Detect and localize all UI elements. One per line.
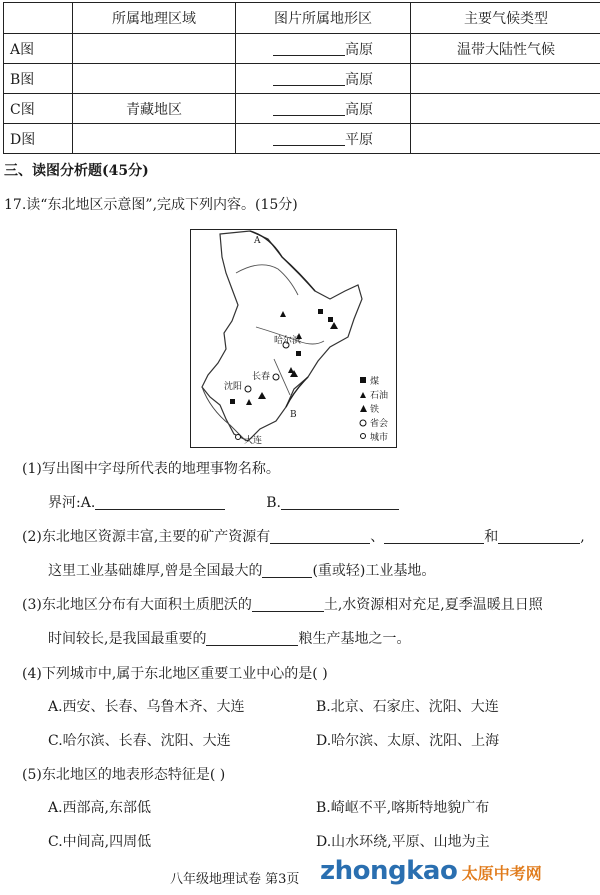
northeast-map bbox=[190, 229, 397, 448]
landform-cell bbox=[236, 94, 411, 124]
separator: , bbox=[580, 529, 585, 545]
climate-cell bbox=[411, 124, 600, 154]
option-c[interactable]: C.中间高,四周低 bbox=[48, 834, 152, 850]
answer-blank[interactable] bbox=[95, 494, 225, 510]
region-cell bbox=[73, 64, 236, 94]
q17-part2-line2 bbox=[48, 560, 435, 580]
boundary-a-label: 界河:A. bbox=[48, 495, 96, 511]
q17-part3-text: 土,水资源相对充足,夏季温暖且日照 bbox=[323, 597, 543, 613]
answer-blank[interactable] bbox=[252, 596, 324, 612]
option-b[interactable]: B.北京、石家庄、沈阳、大连 bbox=[316, 699, 499, 715]
coal-marker bbox=[230, 399, 235, 404]
answer-blank[interactable] bbox=[206, 630, 298, 646]
q17-part2-line1 bbox=[22, 526, 585, 546]
row-label: D图 bbox=[4, 124, 73, 154]
row-label: B图 bbox=[4, 64, 73, 94]
row-label: A图 bbox=[4, 34, 73, 64]
city-label: 大连 bbox=[244, 436, 263, 446]
q17-part2-text: (2)东北地区资源丰富,主要的矿产资源有 bbox=[22, 529, 271, 545]
boundary-b-label: B. bbox=[266, 495, 281, 511]
option-c[interactable]: C.哈尔滨、长春、沈阳、大连 bbox=[48, 733, 231, 749]
question-17-stem: 17.读“东北地区示意图”,完成下列内容。(15分) bbox=[4, 197, 298, 213]
q17-part3-text: 时间较长,是我国最重要的 bbox=[48, 631, 207, 647]
option-d[interactable]: D.哈尔滨、太原、沈阳、上海 bbox=[316, 733, 500, 749]
table-header bbox=[4, 3, 73, 34]
coal-marker bbox=[328, 317, 333, 322]
coal-marker bbox=[296, 351, 301, 356]
legend-capital-icon bbox=[360, 420, 366, 426]
table-header: 图片所属地形区 bbox=[236, 3, 411, 34]
option-a[interactable]: A.西部高,东部低 bbox=[48, 800, 152, 816]
option-d[interactable]: D.山水环绕,平原、山地为主 bbox=[316, 834, 490, 850]
climate-cell: 温带大陆性气候 bbox=[411, 34, 600, 64]
landform-suffix: 高原 bbox=[345, 71, 373, 88]
capital-marker bbox=[245, 386, 251, 392]
table-header: 主要气候类型 bbox=[411, 3, 600, 34]
table-row bbox=[4, 124, 600, 154]
answer-blank[interactable] bbox=[273, 101, 345, 116]
q17-part1-answers bbox=[48, 492, 399, 512]
site-watermark bbox=[320, 856, 542, 886]
table-row bbox=[4, 34, 600, 64]
label-b: B bbox=[290, 410, 297, 420]
brand-latin: zhongkao bbox=[320, 856, 458, 886]
section-title: 三、读图分析题(45分) bbox=[4, 163, 149, 179]
row-label: C图 bbox=[4, 94, 73, 124]
q17-part2-text: 这里工业基础雄厚,曾是全国最大的 bbox=[48, 563, 263, 579]
page-footer: 八年级地理试卷 第3页 bbox=[170, 872, 300, 887]
legend-label: 城市 bbox=[370, 433, 389, 443]
answer-blank[interactable] bbox=[273, 41, 345, 56]
separator: 和 bbox=[484, 529, 499, 545]
legend-label: 煤 bbox=[370, 377, 380, 387]
region-cell: 青藏地区 bbox=[73, 94, 236, 124]
q17-part3-line2 bbox=[48, 628, 410, 648]
answer-blank[interactable] bbox=[498, 528, 580, 544]
q17-part4: (4)下列城市中,属于东北地区重要工业中心的是( ) bbox=[22, 666, 328, 682]
option-b[interactable]: B.崎岖不平,喀斯特地貌广布 bbox=[316, 800, 490, 816]
q17-part5: (5)东北地区的地表形态特征是( ) bbox=[22, 767, 226, 783]
capital-marker bbox=[273, 374, 279, 380]
table-header-row bbox=[4, 3, 600, 34]
q17-part2-text: (重或轻)工业基地。 bbox=[312, 563, 436, 579]
landform-cell bbox=[236, 34, 411, 64]
q17-part1: (1)写出图中字母所代表的地理事物名称。 bbox=[22, 461, 280, 477]
legend-coal-icon bbox=[360, 377, 366, 383]
legend-label: 石油 bbox=[370, 391, 389, 401]
q17-part3-text: (3)东北地区分布有大面积土质肥沃的 bbox=[22, 597, 252, 613]
answer-blank[interactable] bbox=[273, 71, 345, 86]
table-row bbox=[4, 94, 600, 124]
label-a: A bbox=[254, 236, 261, 246]
coal-marker bbox=[318, 309, 323, 314]
city-label: 哈尔滨 bbox=[274, 336, 302, 346]
landform-suffix: 高原 bbox=[345, 41, 373, 58]
table-row bbox=[4, 64, 600, 94]
table-header: 所属地理区域 bbox=[73, 3, 236, 34]
legend-label: 省会 bbox=[370, 419, 389, 429]
city-label: 长春 bbox=[252, 372, 271, 382]
answer-blank[interactable] bbox=[262, 562, 312, 578]
answer-blank[interactable] bbox=[384, 528, 484, 544]
option-a[interactable]: A.西安、长春、乌鲁木齐、大连 bbox=[48, 699, 245, 715]
separator: 、 bbox=[370, 529, 385, 545]
brand-cn: 太原中考网 bbox=[461, 864, 542, 883]
q17-part3-line1 bbox=[22, 594, 543, 614]
landform-suffix: 平原 bbox=[345, 131, 373, 148]
legend-city-icon bbox=[361, 434, 366, 439]
landform-suffix: 高原 bbox=[345, 101, 373, 118]
region-cell bbox=[73, 34, 236, 64]
answer-blank[interactable] bbox=[281, 494, 399, 510]
regions-table bbox=[3, 2, 600, 154]
climate-cell bbox=[411, 64, 600, 94]
q17-part3-text: 粮生产基地之一。 bbox=[298, 631, 411, 647]
city-marker bbox=[236, 435, 241, 440]
answer-blank[interactable] bbox=[273, 131, 345, 146]
landform-cell bbox=[236, 124, 411, 154]
legend-label: 铁 bbox=[370, 405, 380, 415]
climate-cell bbox=[411, 94, 600, 124]
city-label: 沈阳 bbox=[224, 382, 243, 392]
landform-cell bbox=[236, 64, 411, 94]
region-cell bbox=[73, 124, 236, 154]
answer-blank[interactable] bbox=[270, 528, 370, 544]
